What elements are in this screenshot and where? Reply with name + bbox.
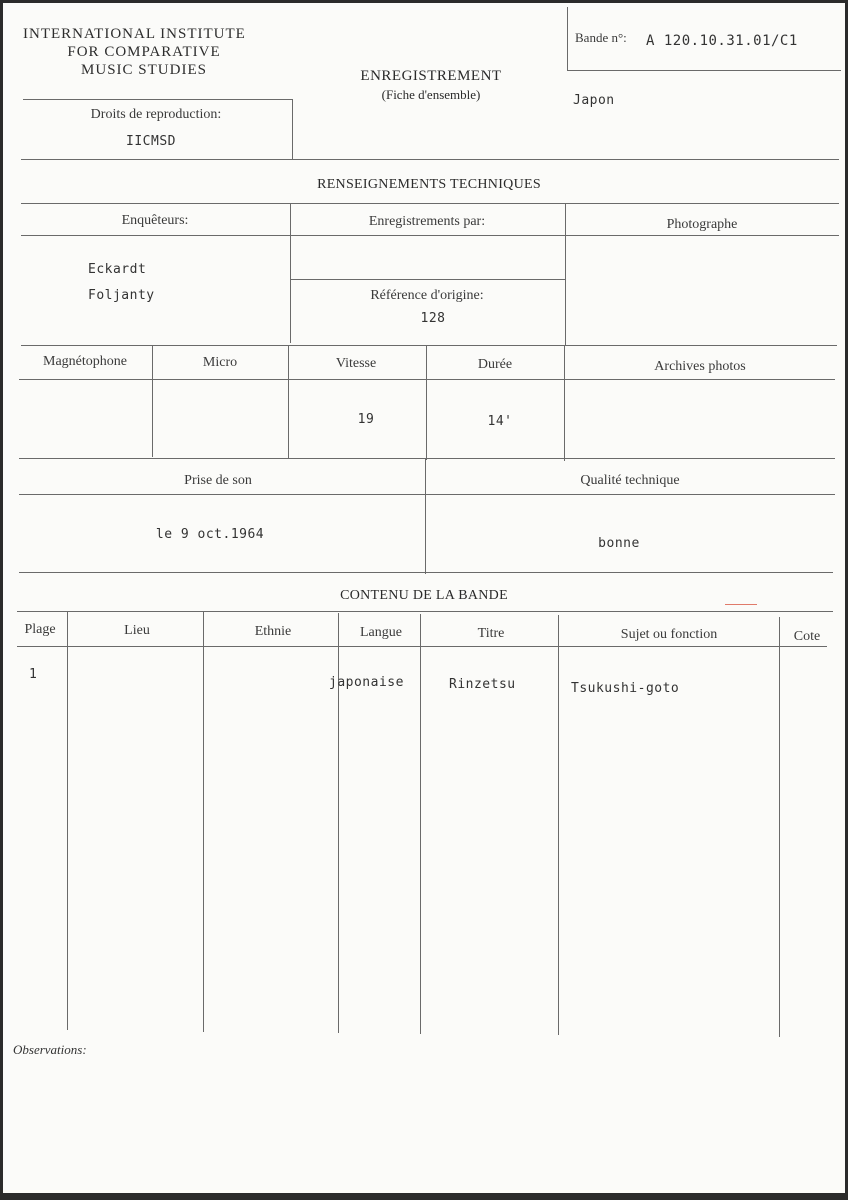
- row1-plage: 1: [29, 667, 38, 682]
- row1-titre: Rinzetsu: [449, 677, 516, 692]
- enqueteurs-label: Enquêteurs:: [121, 213, 189, 228]
- col-lieu: Lieu: [124, 623, 150, 638]
- bande-number: A 120.10.31.01/C1: [646, 33, 798, 49]
- tech-divider-1: [21, 203, 839, 204]
- contenu-section-title: CONTENU DE LA BANDE: [340, 588, 508, 603]
- institute-name-line1: INTERNATIONAL INSTITUTE: [23, 26, 246, 42]
- tech-divider-3: [21, 345, 837, 346]
- col-ethnie: Ethnie: [254, 624, 292, 639]
- tech-col-divider-2: [565, 203, 566, 345]
- lieu-col-line: [203, 612, 204, 1032]
- row1-langue: japonaise: [329, 675, 404, 690]
- droits-box-right-border: [292, 99, 293, 159]
- duree-value: 14': [487, 414, 513, 429]
- droits-box-top-border: [23, 99, 293, 100]
- tech-divider-7: [19, 572, 833, 573]
- prise-de-son-value: le 9 oct.1964: [155, 527, 265, 542]
- titre-col-line: [558, 615, 559, 1035]
- micro-col-divider: [288, 346, 289, 458]
- institute-name-line2: FOR COMPARATIVE: [67, 44, 221, 60]
- tech-divider-6: [19, 494, 835, 495]
- vitesse-value: 19: [357, 412, 375, 427]
- sujet-col-line: [779, 617, 780, 1037]
- header-divider: [21, 159, 839, 160]
- enqueteur-1: Eckardt: [88, 262, 147, 277]
- col-titre: Titre: [477, 626, 505, 641]
- tech-divider-5: [19, 458, 835, 459]
- photographe-label: Photographe: [666, 217, 738, 232]
- enqueteur-2: Foljanty: [88, 288, 155, 303]
- col-langue: Langue: [360, 625, 402, 640]
- bande-label: Bande n°:: [575, 30, 627, 45]
- bande-box-bottom-border: [567, 70, 841, 71]
- form-subtitle: (Fiche d'ensemble): [381, 87, 481, 102]
- micro-label: Micro: [202, 355, 238, 370]
- langue-col-line: [420, 614, 421, 1034]
- form-title: ENREGISTREMENT: [360, 68, 502, 84]
- qualite-technique-label: Qualité technique: [580, 473, 680, 488]
- recording-card: [3, 3, 845, 1193]
- institute-name-line3: MUSIC STUDIES: [81, 62, 207, 78]
- tech-col-divider-1: [290, 203, 291, 343]
- prise-col-divider: [425, 458, 426, 574]
- reference-value: 128: [420, 311, 446, 326]
- col-plage: Plage: [24, 622, 56, 637]
- contenu-divider-1: [17, 611, 833, 612]
- col-cote: Cote: [793, 629, 821, 644]
- contenu-divider-2: [17, 646, 827, 647]
- reference-divider: [291, 279, 565, 280]
- red-mark: [725, 604, 757, 605]
- droits-label: Droits de reproduction:: [90, 107, 222, 122]
- duree-label: Durée: [477, 357, 513, 372]
- prise-de-son-label: Prise de son: [184, 473, 252, 488]
- vitesse-col-divider: [426, 346, 427, 460]
- country-value: Japon: [573, 93, 615, 108]
- bande-box-left-border: [567, 7, 568, 71]
- tech-section-title: RENSEIGNEMENTS TECHNIQUES: [317, 177, 541, 192]
- mag-col-divider: [152, 346, 153, 457]
- col-sujet: Sujet ou fonction: [620, 627, 718, 642]
- tech-divider-2: [21, 235, 839, 236]
- vitesse-label: Vitesse: [335, 356, 377, 371]
- observations-label: Observations:: [13, 1042, 87, 1057]
- tech-divider-4: [19, 379, 835, 380]
- droits-value: IICMSD: [126, 134, 176, 149]
- duree-col-divider: [564, 346, 565, 461]
- row1-sujet: Tsukushi-goto: [571, 681, 680, 696]
- magnetophone-label: Magnétophone: [43, 354, 127, 369]
- reference-label: Référence d'origine:: [370, 288, 484, 303]
- plage-col-line: [67, 612, 68, 1030]
- enregistrements-label: Enregistrements par:: [368, 214, 486, 229]
- qualite-technique-value: bonne: [598, 536, 640, 551]
- archives-photos-label: Archives photos: [654, 359, 746, 374]
